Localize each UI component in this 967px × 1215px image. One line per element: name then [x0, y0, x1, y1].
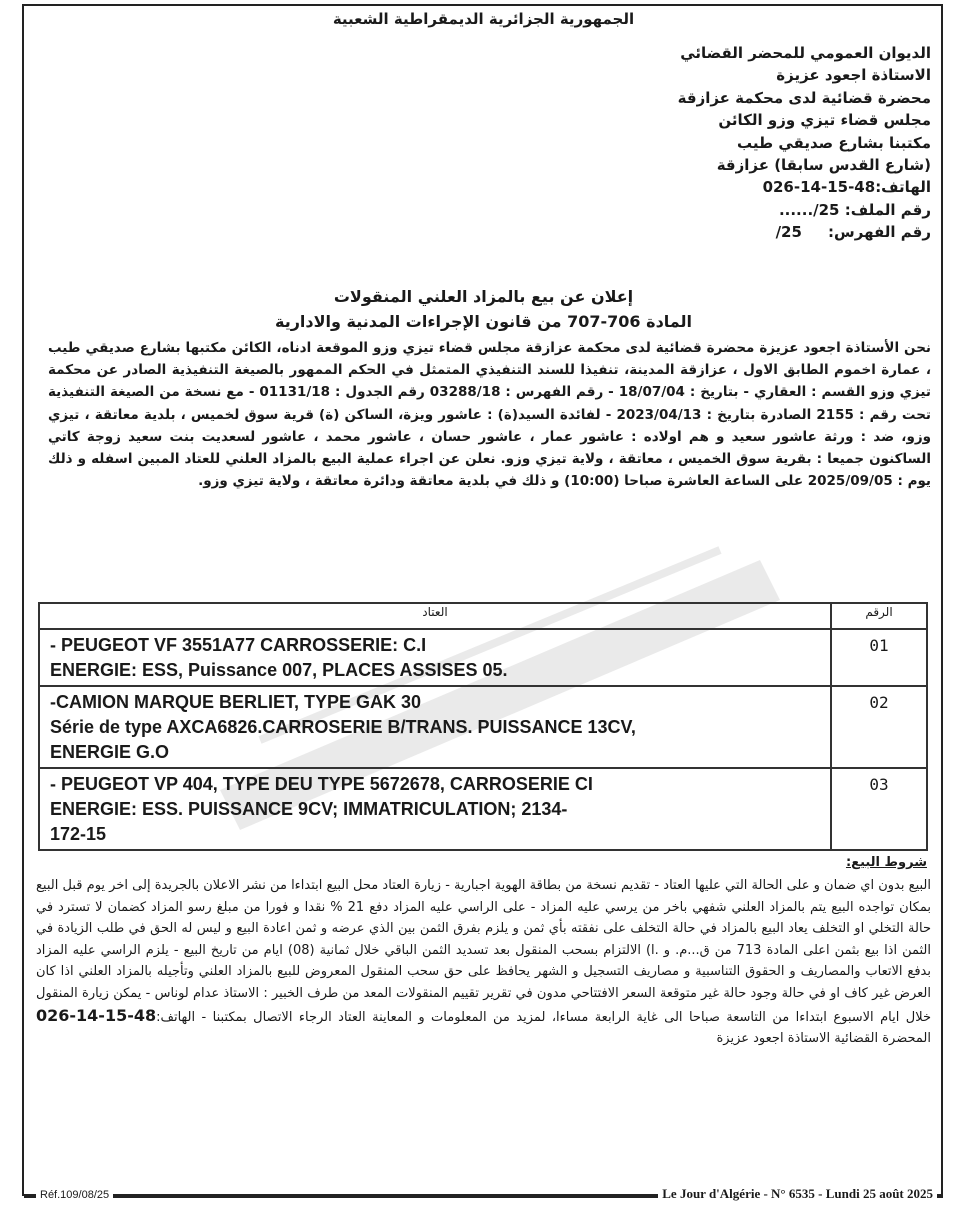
notice-title: إعلان عن بيع بالمزاد العلني المنقولات: [333, 287, 634, 306]
footer-reference: Réf.109/08/25: [36, 1189, 113, 1201]
row-number: 02: [831, 686, 927, 768]
file-number-value: ....../25: [778, 200, 840, 219]
header-line: الديوان العمومي للمحضر القضائي: [680, 44, 931, 62]
bailiff-header: [371, 42, 931, 244]
phone-value: 026-14-15-48: [762, 178, 876, 197]
description-line: ENERGIE G.O: [50, 742, 170, 762]
row-description: [39, 768, 831, 850]
column-header-number: الرقم: [831, 603, 927, 629]
header-line: الاستاذة اجعود عزيزة: [776, 66, 931, 85]
description-line: 172-15: [50, 824, 107, 844]
phone-line: [371, 176, 931, 198]
index-number-line: [371, 221, 931, 243]
header-line: مكتبنا بشارع صديقي طيب: [737, 133, 931, 152]
notice-subtitle: المادة 706-707 من قانون الإجراءات المدنية والادارية: [274, 312, 692, 331]
row-number: 03: [831, 768, 927, 850]
notice-title-block: [0, 284, 967, 334]
conditions-paragraph: [36, 875, 931, 1050]
row-description: [39, 686, 831, 768]
description-line: -CAMION MARQUE BERLIET, TYPE GAK 30: [50, 692, 422, 712]
equipment-table-wrapper: [38, 602, 928, 851]
table-row: [39, 686, 927, 768]
header-line: محضرة قضائية لدى محكمة عزازقة: [677, 88, 931, 107]
header-line: مجلس قضاء تيزي وزو الكائن: [718, 111, 931, 130]
row-description: [39, 629, 831, 686]
footer-newspaper: Le Jour d'Algérie - N° 6535 - Lundi 25 août 2025: [658, 1186, 937, 1202]
table-row: [39, 629, 927, 686]
description-line: - PEUGEOT VF 3551A77 CARROSSERIE: C.I: [50, 635, 427, 655]
conditions-phone: 026-14-15-48: [36, 1005, 157, 1025]
phone-label: الهاتف:: [875, 178, 931, 197]
file-number-line: [371, 199, 931, 221]
table-header-row: [39, 603, 927, 629]
description-line: ENERGIE: ESS, Puissance 007, PLACES ASSISES 05.: [50, 660, 508, 680]
file-number-label: رقم الملف:: [844, 200, 931, 219]
description-line: - PEUGEOT VP 404, TYPE DEU TYPE 5672678, CARROSERIE CI: [50, 774, 593, 794]
conditions-text: البيع بدون اي ضمان و على الحالة التي عليها العتاد - تقديم نسخة من بطاقة الهوية اجبارية - زيارة العتاد محل البيع ابتداءا من نشر الاعلان بالجريدة إلى اخر يوم قبل البيع بمكان تواجده البيع يتم بالمزاد العلني شفهي باخر من يرسي عليه المزاد - على الراسي عليه المزاد دفع 21 % نقدا و فورا من مبلغ رسو المزاد كضمان لا تسترد في حالة التخلي او التخلف يعاد البيع بالمزاد في حالة التخلف على نفقته بأي ثمن و يلزم بفرق الثمن بين الذي عرضه و ثمن اعادة البيع و ليس له الحق في طلب الزيادة في الثمن اذا بيع بثمن اعلى المادة 713 من ق...م. و .ا) الالتزام بسحب المنقول بعد تسديد الثمن الباقي خلال ثمانية (08) ايام من تاريخ البيع - يلزم الراسي عليه المزاد بدفع الاتعاب والمصاريف و الحقوق التناسبية و مصاريف التسجيل و الشهر يحافظ على حق سحب المنقول المعروض للبيع بالمزاد العلني وتأجيله بالمزاد العلني اذا كان العرض غير كاف او في حالة وجود حالة غير متوقعة السعر الافتتاحي مدون في تقرير تقييم المنقولات المعد من طرف الخبير : الاستاذ عدام لوناس - يمكن زيارة المنقول خلال ايام الاسبوع ابتداءا من التاسعة صباحا الى غاية الرابعة مساءا، لمزيد من المعلومات و المعاينة العتاد الرجاء الاتصال بمكتبنا - الهاتف:: [36, 878, 931, 1025]
description-line: ENERGIE: ESS. PUISSANCE 9CV; IMMATRICULATION; 2134-: [50, 799, 568, 819]
index-number-label: رقم الفهرس:: [828, 223, 931, 242]
conditions-title: شروط البيع:: [845, 855, 927, 870]
index-number-value: /25: [775, 223, 802, 242]
header-line: (شارع القدس سابقا) عزازقة: [716, 156, 931, 175]
signature: المحضرة القضائية الاستاذة اجعود عزيزة: [716, 1031, 931, 1047]
intro-paragraph: نحن الأستاذة اجعود عزيزة محضرة قضائية لدى محكمة عزازقة مجلس قضاء تيزي وزو الموقعة ادناه، الكائن مكتبها بشارع صديقي طيب ، عمارة اخموم الطابق الاول ، عزازقة المدينة، تنفيذا للسند التنفيذي المتمثل في الحكم الممهور بالصيغة التنفيذية الصادر عن محكمة تيزي وزو القسم : العقاري - بتاريخ : 18/07/04 - رقم الفهرس : 03288/18 رقم الجدول : 01131/18 - مع نسخة من الصيغة التنفيذية تحت رقم : 2155 الصادرة بتاريخ : 2023/04/13 - لفائدة السيد(ة) : عاشور ويزة، الساكن (ة) قرية سوق لخميس ، بلدية معاتقة ، تيزي وزو، ضد : ورثة عاشور سعيد و هم اولاده : عاشور عمار ، عاشور حسان ، عاشور محمد ، عاشور لسعديت بنت سعيد زوجة كاتي الساكنون جميعا : بقرية سوق الخميس ، معاتقة ، ولاية تيزي وزو. نعلن عن اجراء عملية البيع بالمزاد العلني للعتاد المبين اسفله و ذلك يوم : 2025/09/05 على الساعة العاشرة صباحا (10:00) و ذلك في بلدية معاتقة ودائرة معاتقة ، ولاية تيزي وزو.: [48, 340, 932, 490]
table-row: [39, 768, 927, 850]
row-number: 01: [831, 629, 927, 686]
equipment-table: [38, 602, 928, 851]
column-header-equipment: العتاد: [39, 603, 831, 629]
description-line: Série de type AXCA6826.CARROSERIE B/TRANS. PUISSANCE 13CV,: [50, 717, 636, 737]
republic-heading: الجمهورية الجزائرية الديمقراطية الشعبية: [332, 10, 635, 28]
